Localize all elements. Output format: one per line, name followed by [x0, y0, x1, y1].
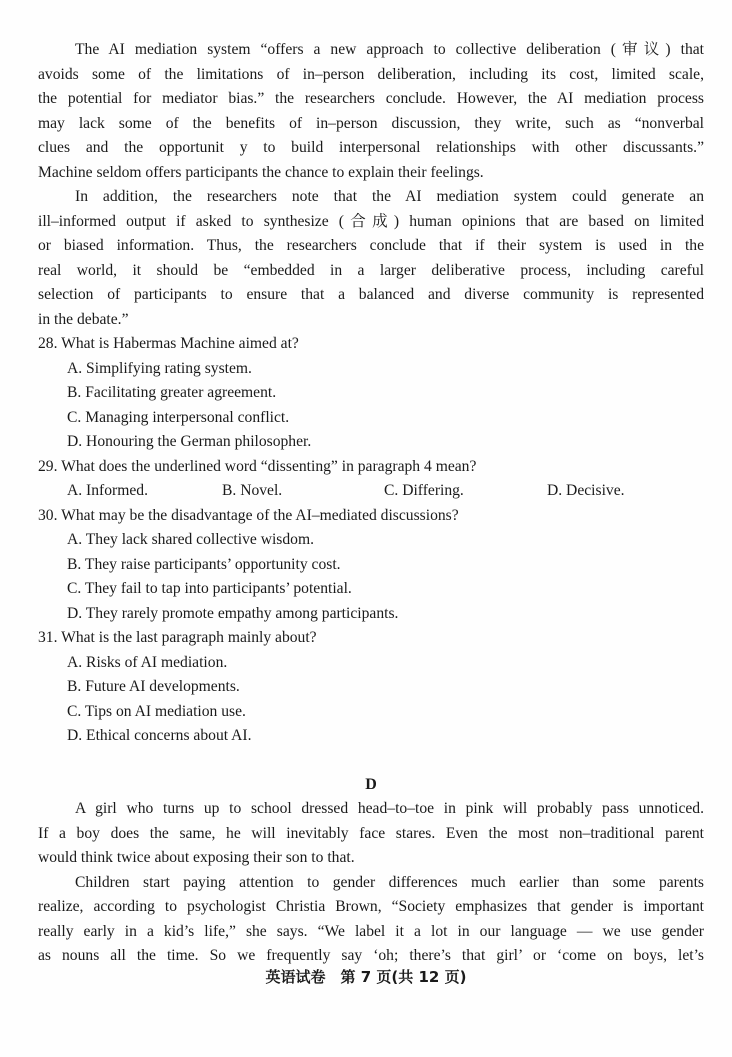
option-a[interactable]: A. Informed.	[67, 482, 148, 499]
option-a[interactable]: A. They lack shared collective wisdom.	[67, 531, 314, 548]
question-28	[38, 332, 704, 455]
option-d[interactable]: D. They rarely promote empathy among participants.	[67, 604, 399, 622]
question-29	[38, 455, 704, 504]
question-stem	[38, 332, 704, 357]
option-d[interactable]: D. Decisive.	[547, 482, 625, 499]
exam-page	[38, 38, 704, 969]
text-line: The AI mediation system “offers a new approach to collective deliberation (审议) that	[75, 41, 704, 58]
passage-d-paragraph-1	[38, 797, 704, 871]
passage-c-paragraph-2	[38, 185, 704, 332]
question-30	[38, 504, 704, 627]
option-b[interactable]: B. Future AI developments.	[67, 678, 240, 695]
text-line: If a boy does the same, he will inevitably face stares. Even the most non–traditional parent	[38, 824, 704, 842]
option-b[interactable]: B. Facilitating greater agreement.	[67, 384, 277, 401]
text-line: would think twice about exposing their son to that.	[38, 849, 355, 866]
text-line: may lack some of the benefits of in–person discussion, they write, such as “nonverbal	[38, 114, 704, 132]
text-line: really early in a kid’s life,” she says. “We label it a lot in our language — we use gender	[38, 922, 704, 940]
option-a[interactable]: A. Risks of AI mediation.	[67, 653, 228, 671]
text-line: ill–informed output if asked to synthesize (合成) human opinions that are based on limited	[38, 212, 704, 230]
text-line: avoids some of the limitations of in–person deliberation, including its cost, limited scale,	[38, 65, 704, 83]
option-c[interactable]: C. They fail to tap into participants’ potential.	[67, 580, 352, 597]
question-text: What may be the disadvantage of the AI–mediated discussions?	[61, 506, 459, 524]
question-stem	[38, 626, 704, 651]
option-a[interactable]: A. Simplifying rating system.	[67, 359, 252, 377]
question-number: 31.	[38, 629, 58, 646]
passage-c-paragraph-1	[38, 38, 704, 185]
question-number: 28.	[38, 335, 58, 352]
option-b[interactable]: B. They raise participants’ opportunity cost.	[67, 555, 341, 573]
text-line: in the debate.”	[38, 310, 129, 328]
question-stem	[38, 504, 704, 529]
text-line: the potential for mediator bias.” the researchers conclude. However, the AI mediation process	[38, 90, 704, 107]
text-line: realize, according to psychologist Christia Brown, “Society emphasizes that gender is important	[38, 898, 704, 915]
question-number: 30.	[38, 506, 58, 524]
option-b[interactable]: B. Novel.	[222, 482, 283, 499]
question-text: What does the underlined word “dissenting” in paragraph 4 mean?	[61, 457, 477, 475]
page-footer: 英语试卷 第 7 页(共 12 页)	[265, 968, 467, 986]
option-c[interactable]: C. Differing.	[384, 482, 464, 499]
text-line: real world, it should be “embedded in a larger deliberative process, including careful	[38, 261, 704, 279]
section-title-d: D	[365, 775, 377, 793]
option-d[interactable]: D. Ethical concerns about AI.	[67, 727, 252, 744]
option-d[interactable]: D. Honouring the German philosopher.	[67, 433, 312, 450]
question-text: What is Habermas Machine aimed at?	[61, 335, 299, 352]
passage-d-paragraph-2	[38, 871, 704, 969]
question-31	[38, 626, 704, 749]
option-c[interactable]: C. Tips on AI mediation use.	[67, 702, 246, 720]
text-line: Children start paying attention to gender differences much earlier than some parents	[75, 873, 704, 891]
question-stem	[38, 455, 704, 480]
text-line: selection of participants to ensure that a balanced and diverse community is represented	[38, 286, 704, 303]
options-row	[38, 479, 704, 504]
text-line: Machine seldom offers participants the chance to explain their feelings.	[38, 163, 484, 181]
option-c[interactable]: C. Managing interpersonal conflict.	[67, 408, 290, 426]
text-line: In addition, the researchers note that the AI mediation system could generate an	[75, 188, 704, 205]
text-line: A girl who turns up to school dressed head–to–toe in pink will probably pass unnoticed.	[75, 800, 704, 817]
question-text: What is the last paragraph mainly about?	[61, 629, 317, 646]
text-line: clues and the opportunit y to build interpersonal relationships with other discussants.”	[38, 139, 704, 156]
text-line: as nouns all the time. So we frequently say ‘oh; there’s that girl’ or ‘come on boys, let’s	[38, 947, 704, 964]
question-number: 29.	[38, 457, 58, 475]
text-line: or biased information. Thus, the researchers conclude that if their system is used in the	[38, 237, 704, 254]
